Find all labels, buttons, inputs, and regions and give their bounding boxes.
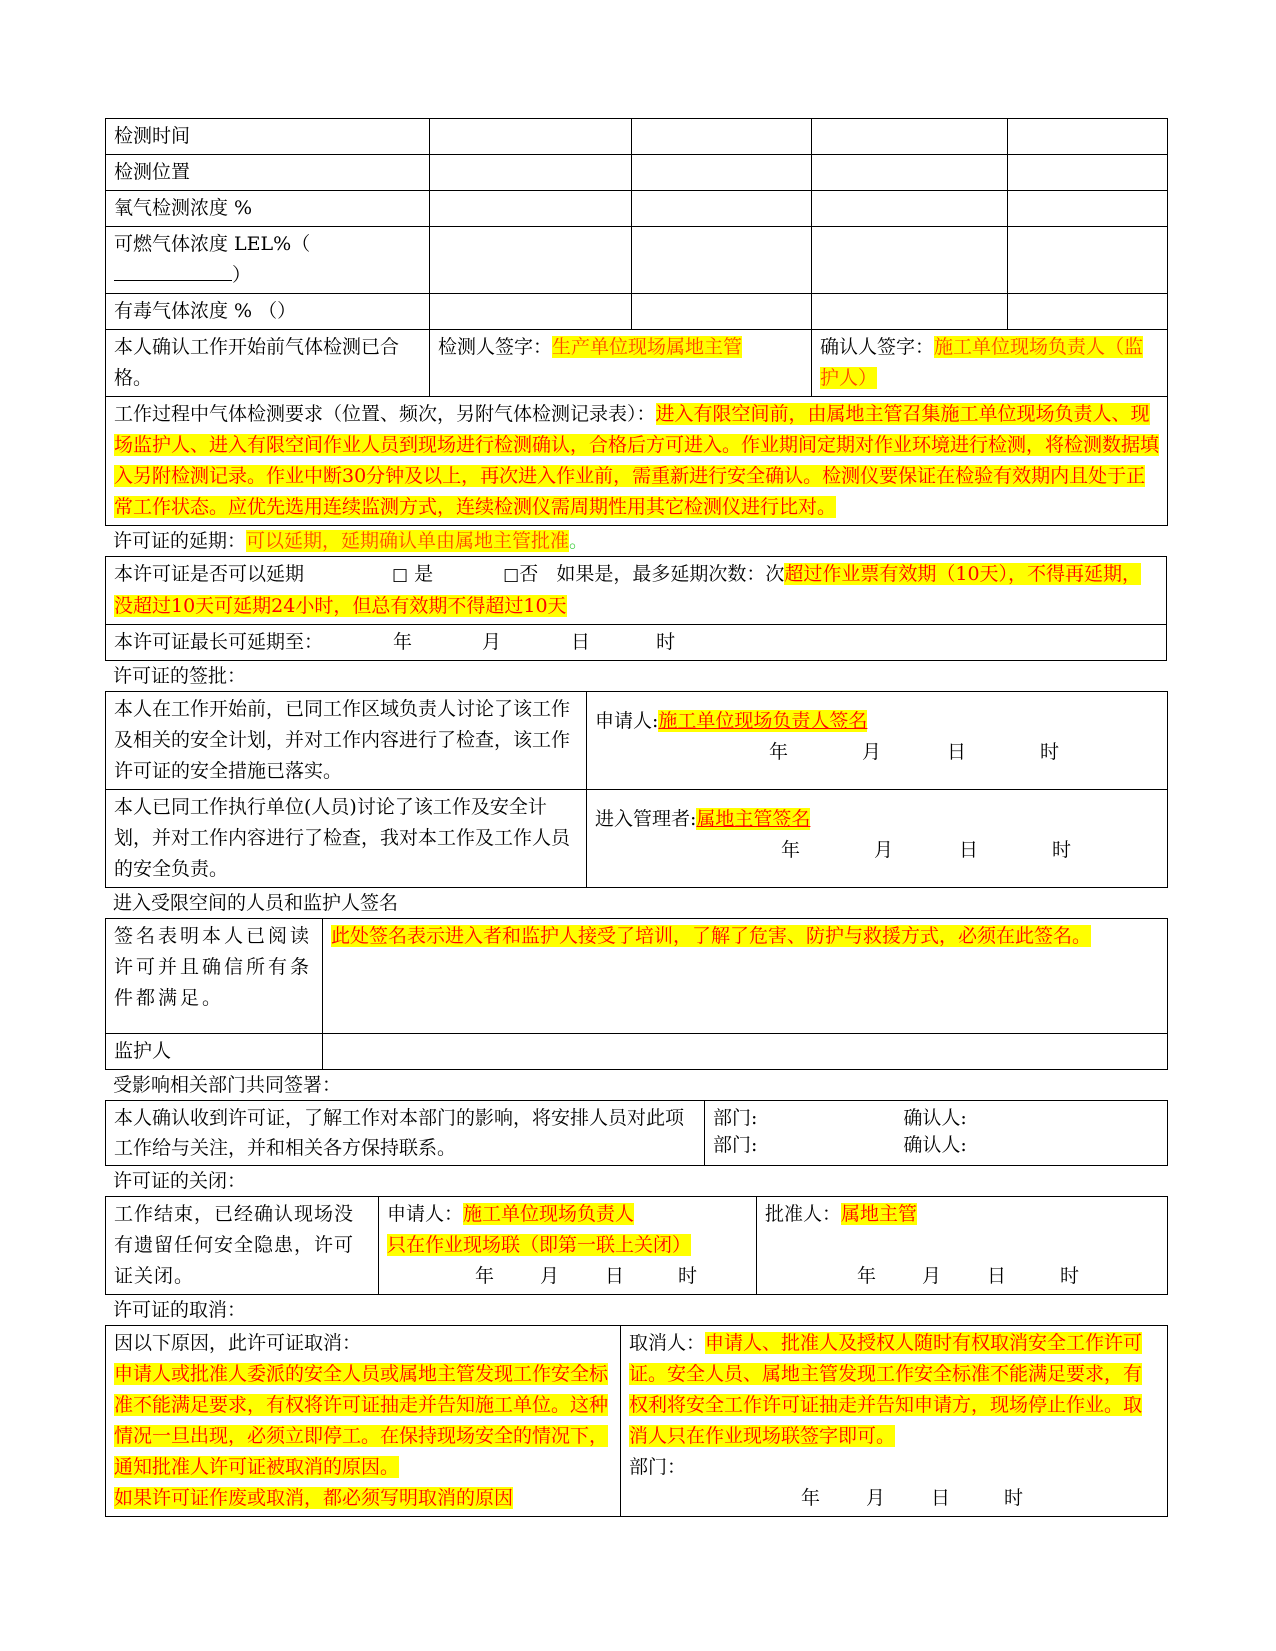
requirement-value: 进入有限空间前，由属地主管召集施工单位现场负责人、现场监护人、进入有限空间作业人员到现场进行检测确认，合格后方可进入。作业期间定期对作业环境进行检测，将检测数据填入另附检测记录。作业中断30分钟及以上，再次进入作业前，需重新进行安全确认。检测仪要保证在检验有效期内且处于正常工作状态。应优先选用连续监测方式，连续检测仪需周期性用其它检测仪进行比对。 (114, 403, 1160, 518)
hour-label: 时 (678, 1265, 698, 1287)
detect-position-cell[interactable] (812, 155, 1008, 191)
toxic-cell[interactable] (632, 294, 812, 330)
table-row (106, 119, 1168, 155)
table-row (106, 1326, 1168, 1517)
oxygen-cell[interactable] (1008, 191, 1168, 227)
closing-text: 工作结束，已经确认现场没有遗留任何安全隐患，许可证关闭。 (106, 1197, 379, 1295)
year-label: 年 (475, 1265, 495, 1287)
combustible-cell[interactable] (430, 227, 632, 294)
table-row (106, 625, 1167, 661)
canceller-cell[interactable] (621, 1326, 1168, 1517)
applicant-label: 申请人: (595, 710, 659, 732)
year-label: 年 (857, 1265, 877, 1287)
extension-section-end: 。 (569, 530, 589, 552)
dept-confirmer-label: 确认人: (903, 1134, 967, 1156)
departments-section-title: 受影响相关部门共同签署： (113, 1074, 342, 1096)
closing-applicant-label: 申请人： (387, 1203, 464, 1225)
detect-time-label: 检测时间 (106, 119, 430, 155)
closing-applicant-cell[interactable] (379, 1197, 757, 1295)
gas-confirm-text: 本人确认工作开始前气体检测已合格。 (106, 330, 430, 397)
detect-position-label: 检测位置 (106, 155, 430, 191)
hour-label: 时 (656, 631, 676, 653)
applicant-signature-cell[interactable] (587, 692, 1168, 790)
guardian-sign-cell[interactable] (323, 1034, 1168, 1070)
checkbox-yes[interactable]: □ (392, 565, 409, 585)
extension-table (105, 556, 1167, 661)
confirmer-value: 施工单位现场负责人（监护人） (820, 336, 1144, 389)
departments-table (105, 1100, 1168, 1166)
extension-section-title (105, 526, 1167, 556)
table-row (106, 1197, 1168, 1295)
closing-applicant-note: 只在作业现场联（即第一联上关闭） (387, 1234, 692, 1256)
toxic-cell[interactable] (430, 294, 632, 330)
extension-until-cell (106, 625, 1167, 661)
oxygen-label: 氧气检测浓度 % (106, 191, 430, 227)
table-row (106, 155, 1168, 191)
yes-label: 是 (414, 563, 434, 585)
cancel-dept-label: 部门： (629, 1456, 687, 1478)
dept-label: 部门: (713, 1107, 758, 1129)
year-label: 年 (781, 839, 801, 861)
entrants-sign-value: 此处签名表示进入者和监护人接受了培训，了解了危害、防护与救援方式，必须在此签名。 (331, 925, 1092, 947)
tester-label: 检测人签字： (438, 336, 553, 358)
combustible-cell[interactable] (1008, 227, 1168, 294)
day-label: 日 (959, 839, 979, 861)
permit-form-page (105, 118, 1167, 1517)
max-extension-label: 如果是，最多延期次数：次 (556, 563, 785, 585)
entrants-sign-text: 签名表明本人已阅读许可并且确信所有条件都满足。 (106, 919, 323, 1034)
month-label: 月 (862, 741, 882, 763)
dept-label: 部门: (713, 1134, 758, 1156)
hour-label: 时 (1004, 1487, 1024, 1509)
extension-question-cell (106, 557, 1167, 625)
approval-row1-text: 本人在工作开始前，已同工作区域负责人讨论了该工作及相关的安全计划，并对工作内容进行了检查，该工作许可证的安全措施已落实。 (106, 692, 587, 790)
detect-time-cell[interactable] (430, 119, 632, 155)
table-row (106, 330, 1168, 397)
manager-value: 属地主管签名 (696, 808, 811, 830)
month-label: 月 (866, 1487, 886, 1509)
combustible-cell[interactable] (632, 227, 812, 294)
cancel-reason-label: 因以下原因，此许可证取消： (114, 1332, 362, 1354)
extension-until-label: 本许可证最长可延期至： (114, 631, 324, 653)
closing-approver-label: 批准人： (765, 1203, 842, 1225)
canceller-value: 申请人、批准人及授权人随时有权取消安全工作许可证。安全人员、属地主管发现工作安全标准不能满足要求，有权利将安全工作许可证抽走并告知申请方，现场停止作业。取消人只在作业现场联签字即可。 (629, 1332, 1143, 1447)
detect-time-cell[interactable] (632, 119, 812, 155)
oxygen-cell[interactable] (430, 191, 632, 227)
departments-text: 本人确认收到许可证，了解工作对本部门的影响，将安排人员对此项工作给与关注，并和相关各方保持联系。 (106, 1101, 705, 1166)
dept-confirmer-label: 确认人: (903, 1107, 967, 1129)
max-extension-value: 超过作业票有效期（10天），不得再延期，没超过10天可延期24小时，但总有效期不得超过10天 (114, 563, 1142, 617)
gas-requirement-cell (106, 397, 1168, 526)
detect-position-cell[interactable] (430, 155, 632, 191)
combustible-cell[interactable] (812, 227, 1008, 294)
combustible-label-suffix: ） (232, 264, 252, 286)
detect-time-cell[interactable] (1008, 119, 1168, 155)
manager-signature-cell[interactable] (587, 790, 1168, 888)
cancel-table (105, 1325, 1168, 1517)
guardian-label: 监护人 (106, 1034, 323, 1070)
combustible-label (106, 227, 430, 294)
checkbox-no[interactable]: □ (503, 565, 520, 585)
cancel-reason-value2: 如果许可证作废或取消，都必须写明取消的原因 (114, 1487, 514, 1509)
month-label: 月 (874, 839, 894, 861)
detect-time-cell[interactable] (812, 119, 1008, 155)
tester-value: 生产单位现场属地主管 (552, 336, 743, 358)
confirmer-label: 确认人签字： (820, 336, 935, 358)
day-label: 日 (987, 1265, 1007, 1287)
year-label: 年 (393, 631, 413, 653)
entrants-table (105, 918, 1168, 1070)
table-row (106, 294, 1168, 330)
hour-label: 时 (1052, 839, 1072, 861)
toxic-cell[interactable] (812, 294, 1008, 330)
table-row (106, 692, 1168, 790)
month-label: 月 (540, 1265, 560, 1287)
year-label: 年 (769, 741, 789, 763)
applicant-value: 施工单位现场负责人签名 (658, 710, 868, 732)
detect-position-cell[interactable] (632, 155, 812, 191)
toxic-label: 有毒气体浓度 % （） (106, 294, 430, 330)
tester-signature-cell[interactable] (430, 330, 812, 397)
detect-position-cell[interactable] (1008, 155, 1168, 191)
entrants-section-title: 进入受限空间的人员和监护人签名 (113, 892, 399, 914)
day-label: 日 (571, 631, 591, 653)
departments-sign-cell[interactable] (705, 1101, 1168, 1166)
approval-table (105, 691, 1168, 888)
month-label: 月 (922, 1265, 942, 1287)
closing-approver-value: 属地主管 (841, 1203, 918, 1225)
table-row (106, 191, 1168, 227)
cancel-reason-cell (106, 1326, 621, 1517)
entrants-sign-cell[interactable] (323, 919, 1168, 1034)
no-label: 否 (519, 563, 539, 585)
extension-section-value: 可以延期，延期确认单由属地主管批准 (246, 530, 570, 552)
confirmer-signature-cell[interactable] (812, 330, 1168, 397)
cancel-section-title: 许可证的取消： (113, 1299, 247, 1321)
closing-applicant-value: 施工单位现场负责人 (463, 1203, 635, 1225)
table-row (106, 227, 1168, 294)
table-row (106, 1034, 1168, 1070)
extension-question: 本许可证是否可以延期 (114, 563, 305, 585)
day-label: 日 (947, 741, 967, 763)
toxic-cell[interactable] (1008, 294, 1168, 330)
hour-label: 时 (1060, 1265, 1080, 1287)
month-label: 月 (482, 631, 502, 653)
manager-label: 进入管理者: (595, 808, 697, 830)
table-row (106, 557, 1167, 625)
table-row (106, 397, 1168, 526)
day-label: 日 (605, 1265, 625, 1287)
table-row (106, 790, 1168, 888)
table-row (106, 919, 1168, 1034)
canceller-label: 取消人： (629, 1332, 706, 1354)
table-row (106, 1101, 1168, 1166)
gas-detection-table (105, 118, 1168, 526)
year-label: 年 (801, 1487, 821, 1509)
combustible-label-prefix: 可燃气体浓度 LEL%（ (114, 233, 311, 255)
approval-row2-text: 本人已同工作执行单位(人员)讨论了该工作及安全计划，并对工作内容进行了检查，我对本工作及工作人员的安全负责。 (106, 790, 587, 888)
closing-approver-cell[interactable] (757, 1197, 1168, 1295)
approval-section-title: 许可证的签批： (113, 665, 247, 687)
closing-section-title: 许可证的关闭： (113, 1170, 247, 1192)
oxygen-cell[interactable] (812, 191, 1008, 227)
cancel-reason-value: 申请人或批准人委派的安全人员或属地主管发现工作安全标准不能满足要求，有权将许可证抽走并告知施工单位。这种情况一旦出现，必须立即停工。在保持现场安全的情况下，通知批准人许可证被取消的原因。 (114, 1363, 609, 1478)
requirement-label: 工作过程中气体检测要求（位置、频次，另附气体检测记录表）： (114, 403, 656, 425)
hour-label: 时 (1040, 741, 1060, 763)
oxygen-cell[interactable] (632, 191, 812, 227)
closing-table (105, 1196, 1168, 1295)
day-label: 日 (931, 1487, 951, 1509)
combustible-blank[interactable] (114, 262, 232, 281)
extension-section-label: 许可证的延期： (113, 530, 247, 552)
